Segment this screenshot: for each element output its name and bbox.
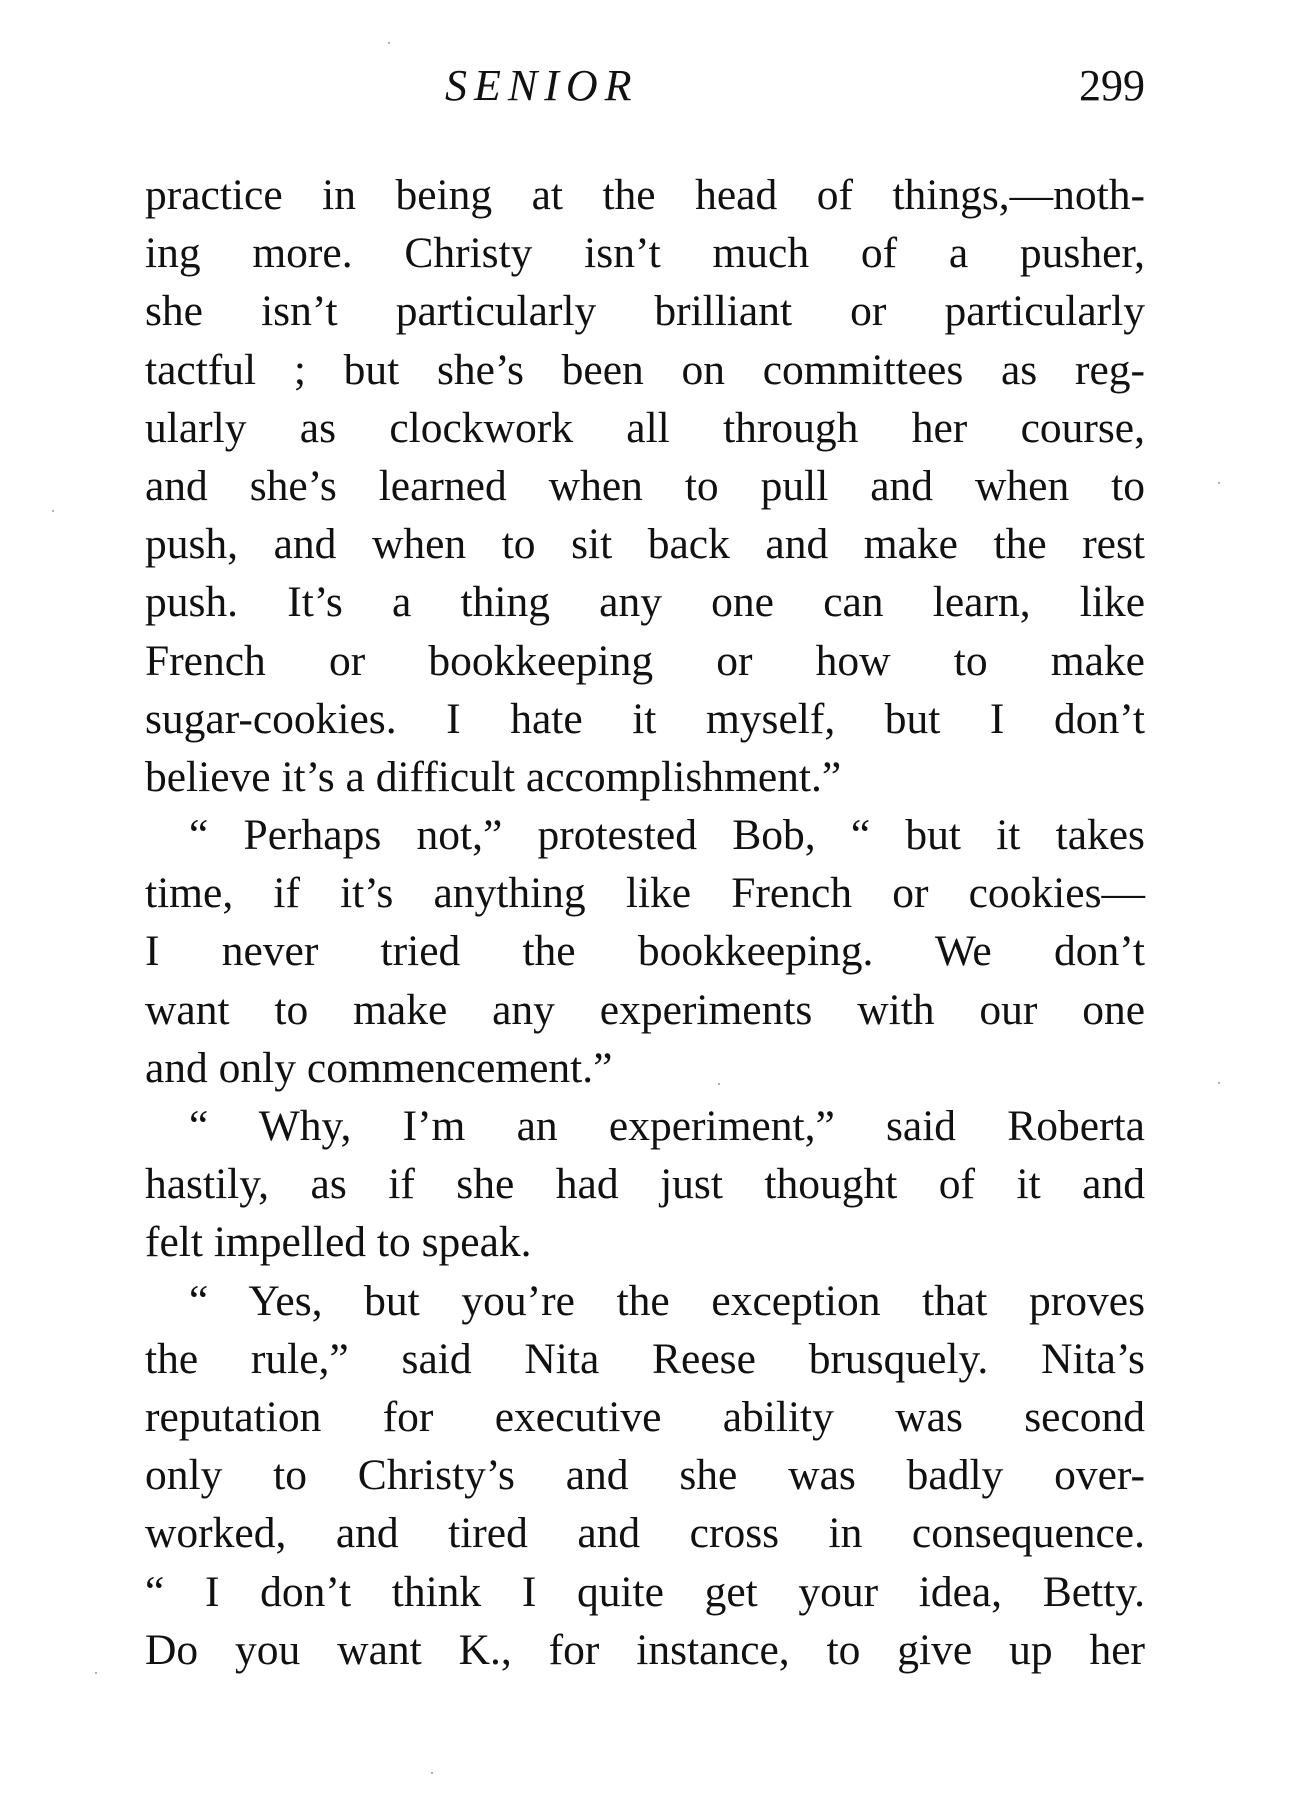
text-line: she isn’t particularly brilliant or particularly: [145, 287, 1145, 336]
text-line: the rule,” said Nita Reese brusquely. Nita’s: [145, 1334, 1145, 1383]
text-line: felt impelled to speak.: [145, 1218, 532, 1267]
scan-speck: [718, 1083, 720, 1085]
body-text: [145, 166, 1145, 1679]
running-head: [145, 56, 1145, 116]
text-line: believe it’s a difficult accomplishment.”: [145, 752, 842, 801]
text-line: French or bookkeeping or how to make: [145, 636, 1145, 685]
text-line: I never tried the bookkeeping. We don’t: [145, 927, 1145, 976]
text-line: and she’s learned when to pull and when to: [145, 461, 1145, 510]
scan-speck: [1218, 482, 1220, 484]
scan-speck: [431, 1772, 433, 1774]
scan-speck: [52, 510, 54, 512]
text-line: and only commencement.”: [145, 1043, 613, 1092]
text-line: time, if it’s anything like French or cookies—: [145, 869, 1145, 918]
running-title: SENIOR: [445, 61, 639, 110]
scan-speck: [388, 42, 390, 44]
text-line: Do you want K., for instance, to give up her: [145, 1625, 1145, 1674]
text-line: want to make any experiments with our one: [145, 985, 1145, 1034]
text-line: worked, and tired and cross in consequence.: [145, 1509, 1145, 1558]
text-line: push, and when to sit back and make the rest: [145, 520, 1145, 569]
text-line: “ Perhaps not,” protested Bob, “ but it takes: [189, 811, 1145, 860]
text-line: hastily, as if she had just thought of it and: [145, 1160, 1145, 1209]
scan-speck: [95, 1672, 97, 1674]
text-line: practice in being at the head of things,—noth-: [145, 171, 1145, 219]
text-line: “ Why, I’m an experiment,” said Roberta: [189, 1102, 1145, 1150]
text-line: push. It’s a thing any one can learn, like: [145, 578, 1145, 627]
text-line: tactful ; but she’s been on committees as reg-: [145, 345, 1145, 394]
page-number: 299: [1079, 61, 1145, 110]
text-line: reputation for executive ability was second: [145, 1392, 1145, 1441]
scan-speck: [1218, 1082, 1220, 1084]
text-line: ularly as clockwork all through her course,: [145, 403, 1145, 452]
text-line: only to Christy’s and she was badly over-: [145, 1451, 1145, 1500]
text-line: sugar-cookies. I hate it myself, but I don’t: [145, 694, 1145, 743]
text-line: ing more. Christy isn’t much of a pusher,: [145, 229, 1145, 278]
text-line: “ Yes, but you’re the exception that proves: [189, 1276, 1145, 1325]
text-line: “ I don’t think I quite get your idea, Betty.: [145, 1567, 1145, 1616]
